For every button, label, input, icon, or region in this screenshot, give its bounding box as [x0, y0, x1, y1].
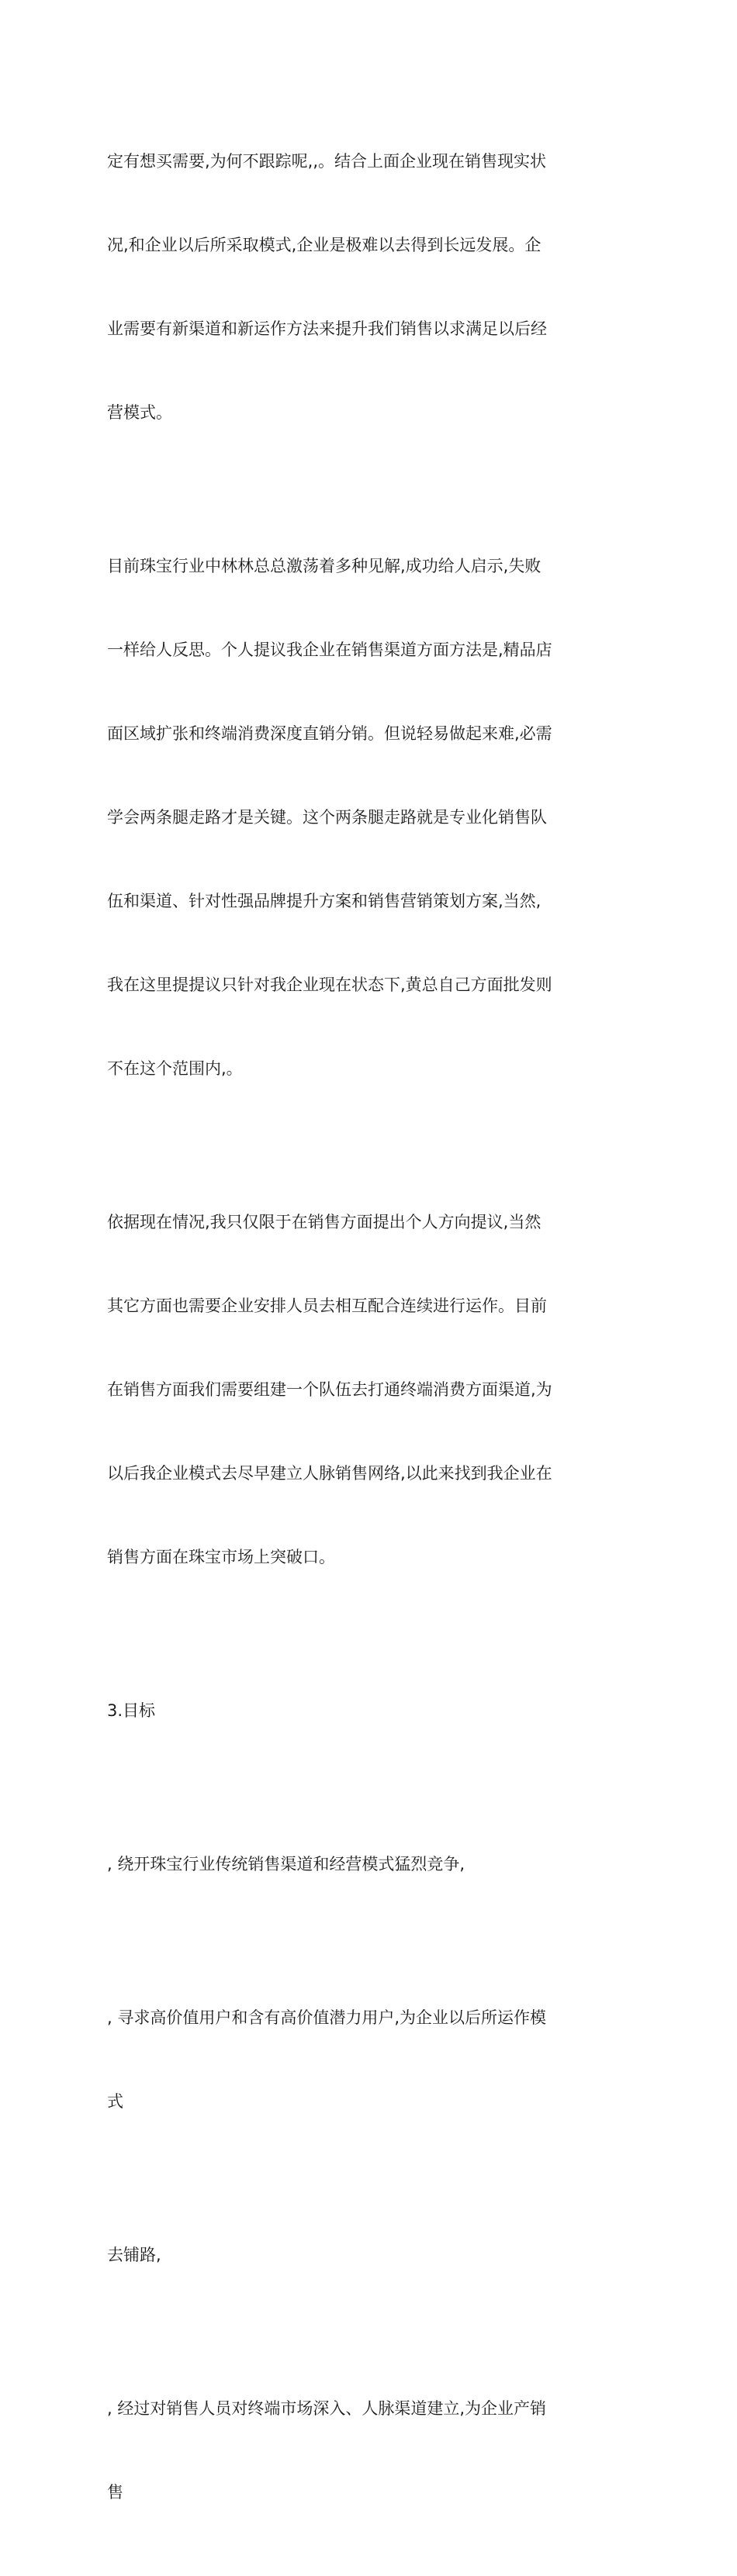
- goal-item-2-continued: [107, 2185, 628, 2325]
- text-line: 其它方面也需要企业安排人员去相互配合连续进行运作。目前: [107, 1297, 547, 1315]
- text-line: 去铺路,: [107, 2246, 161, 2264]
- paragraph-3: [107, 1152, 628, 1627]
- text-line: 面区域扩张和终端消费深度直销分销。但说轻易做起来难,必需: [107, 724, 552, 743]
- paragraph-2: [107, 496, 628, 1138]
- text-line: 式: [107, 2092, 123, 2111]
- text-line: , 绕开珠宝行业传统销售渠道和经营模式猛烈竞争,: [107, 1855, 465, 1873]
- goal-item-2: [107, 1948, 628, 2171]
- text-line: 目前珠宝行业中林林总总激荡着多种见解,成功给人启示,失败: [107, 557, 542, 575]
- paragraph-1: [107, 92, 628, 482]
- text-line: 售: [107, 2483, 123, 2502]
- text-line: 业需要有新渠道和新运作方法来提升我们销售以求满足以后经: [107, 319, 547, 338]
- text-line: 不在这个范围内,。: [107, 1059, 243, 1078]
- text-line: 定有想买需要,为何不跟踪呢,,。结合上面企业现在销售现实状: [107, 152, 547, 171]
- text-line: 况,和企业以后所采取模式,企业是极难以去得到长远发展。企: [107, 236, 542, 254]
- goal-item-3: [107, 2339, 628, 2562]
- text-line: 学会两条腿走路才是关键。这个两条腿走路就是专业化销售队: [107, 808, 547, 827]
- goal-item-1: [107, 1794, 628, 1934]
- text-line: 营模式。: [107, 403, 172, 422]
- text-line: 3.目标: [107, 1701, 156, 1720]
- text-line: 销售方面在珠宝市场上突破口。: [107, 1548, 335, 1566]
- document-body: [107, 92, 628, 2576]
- text-line: 依据现在情况,我只仅限于在销售方面提出个人方向提议,当然: [107, 1213, 542, 1231]
- text-line: 我在这里提提议只针对我企业现在状态下,黄总自己方面批发则: [107, 975, 552, 994]
- text-line: 以后我企业模式去尽早建立人脉销售网络,以此来找到我企业在: [107, 1464, 552, 1483]
- section-heading-goals: [107, 1641, 628, 1780]
- text-line: , 经过对销售人员对终端市场深入、人脉渠道建立,为企业产销: [107, 2399, 547, 2418]
- text-line: 伍和渠道、针对性强品牌提升方案和销售营销策划方案,当然,: [107, 892, 542, 910]
- text-line: , 寻求高价值用户和含有高价值潜力用户,为企业以后所运作模: [107, 2008, 547, 2027]
- text-line: 在销售方面我们需要组建一个队伍去打通终端消费方面渠道,为: [107, 1380, 552, 1399]
- text-line: 一样给人反思。个人提议我企业在销售渠道方面方法是,精品店: [107, 641, 552, 659]
